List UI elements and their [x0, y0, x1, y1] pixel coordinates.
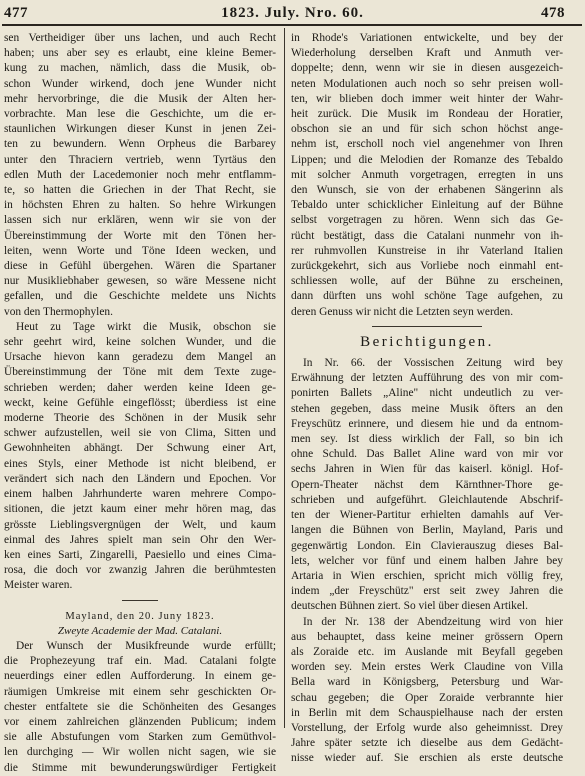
text-line: Übereinstimmung der Töne mit dem Texte zuge- — [4, 366, 276, 379]
text-line: len durchging — Wir wollen nicht sagen, wie sie — [4, 746, 276, 759]
text-line: Jahre später setzte ich dieselbe aus dem Gedächt- — [291, 737, 563, 750]
section-title: Berichtigungen. — [360, 333, 494, 350]
text-line: worden sey. Mein erstes Werk Claudine von Villa — [291, 661, 563, 674]
text-line: als Zoraide etc. im Auslande mit Beyfall gegeben — [291, 645, 563, 658]
paragraph-correction-zoraide — [291, 615, 563, 767]
text-line: einem halben Jahrhunderte waren mehrere Compo- — [4, 488, 276, 501]
text-line: schau gegeben; die Oper Zoraide verbrannte hier — [291, 691, 563, 704]
text-line: in höchsten Ehren zu halten. So hehre Wirkungen — [4, 199, 276, 212]
text-line: schon Wunder wirkend, doch jene Wunder nicht — [4, 77, 276, 90]
text-line: staunlichen Wirkungen dieser Kunst in jenen Zei- — [4, 123, 276, 136]
page-number-right: 478 — [541, 5, 565, 21]
text-line: sie alle Abstufungen vom Starken zum Gemüthvol- — [4, 731, 276, 744]
text-line: deutschen Bühnen ziert. So viel über diesen Artikel. — [291, 600, 528, 613]
text-line: men sey. Ist diess wirklich der Fall, so bin ich — [291, 433, 563, 446]
text-line: verändert sich nach den Ländern und Epochen. Vor — [4, 472, 276, 485]
text-line: ten zu bewundern. Wenn Orpheus die Barbarey — [4, 138, 276, 151]
page-number-left: 477 — [4, 5, 28, 21]
text-line: Meister waren. — [4, 579, 73, 592]
text-line: eines Styls, einer Methode ist nicht bleibend, er — [4, 457, 276, 470]
text-line: aus behauptet, dass keine meiner grössern Opern — [291, 630, 563, 643]
text-line: Ursache hievon kann geradezu dem Mangel an — [4, 351, 276, 364]
text-line: nur Musikliebhaber gewesen, so wäre Messene nicht — [4, 275, 276, 288]
text-line: indem „der Freyschütz" erst seit zwey Jahren die — [291, 585, 563, 598]
text-line: neuerdings einer edlen Aufforderung. In einem ge- — [4, 670, 276, 683]
text-line: rosa, die doch vor zwanzig Jahren die berühmtesten — [4, 564, 276, 577]
text-line: Der Wunsch der Musikfreunde wurde erfüllt; — [16, 639, 276, 652]
text-line: zurückgekehrt, sich aus Vorliebe noch einmahl ent- — [291, 260, 563, 273]
section-separator — [372, 326, 482, 327]
text-line: ponirten Ballets „Aline" nicht undeutlich zu ver- — [291, 387, 563, 400]
text-line: deren Genuss wir nicht die Letzten seyn werden. — [291, 305, 514, 318]
text-line: lassen sich nur erklären, wenn wir sie von der — [4, 214, 276, 227]
column-divider — [284, 28, 285, 728]
text-line: vorbrachte. Man lese die Geschichte, um die er- — [4, 108, 276, 121]
paragraph-correction-aline — [291, 356, 563, 614]
text-line: die Stimme mit bewunderungswürdiger Fertigkeit — [4, 761, 276, 774]
text-line: sen Vertheidiger über uns lachen, und auch Recht — [4, 32, 276, 44]
header-rule — [2, 24, 582, 26]
text-line: Bella ward in Königsberg, Petersburg und War- — [291, 676, 563, 689]
text-line: Erwähnung der letzten Aufführung des von mir com- — [291, 372, 563, 385]
text-line: weckt, keine Gefühle eingeflösst; überdiess ist eine — [4, 396, 276, 409]
text-line: stehen gegeben, dass meine Musik öfters an den — [291, 402, 563, 415]
text-line: mit solcher Anmuth vorgetragen, erregten in uns — [291, 168, 563, 181]
text-line: nisse wieder auf. Sie erschien als erste deutsche — [291, 752, 563, 765]
text-line: ten der Wiener-Partitur erhielten damahls auf Ver- — [291, 509, 563, 522]
text-line: haben; uns aber sey es erlaubt, eine kleine Bemer- — [4, 47, 276, 60]
right-column — [291, 31, 563, 767]
paragraph-opera-history — [4, 31, 276, 320]
text-line: ten, wir blieben doch immer weit hinter der Wahr- — [291, 92, 563, 105]
text-line: Wiederholung derselben Kraft und Anmuth ver- — [291, 47, 563, 60]
article-subheading: Zweyte Academie der Mad. Catalani. — [57, 624, 223, 637]
text-line: rücht bestätigt, dass die Catalani nunmehr von ih- — [291, 229, 563, 242]
text-line: schrieben und aufgeführt. Gleichlautende Abschrif- — [291, 493, 563, 506]
text-line: Opern-Theater nächst dem Kärnthner-Thore ge- — [291, 478, 563, 491]
left-column — [4, 31, 276, 776]
text-line: unter den Thraciern vertrieb, wenn Tyrtäus den — [4, 153, 276, 166]
text-line: einmal des Jahres spielt man sein Ohr den Wer- — [4, 533, 276, 546]
text-line: sitionen, die jetzt kaum einer mehr hören mag, das — [4, 503, 276, 516]
text-line: chester entfaltete sie die Schönheiten des Gesanges — [4, 700, 276, 713]
text-line: gegenwärtig London. Ein Clavierauszug dieses Bal- — [291, 539, 563, 552]
text-line: schliessen wolle, auf der Bühne zu erscheinen, — [291, 275, 563, 288]
text-line: vor einem zahlreichen glänzenden Publicum; indem — [4, 715, 276, 728]
text-line: neten Modulationen auch noch so sehr preisen woll- — [291, 77, 563, 90]
text-line: mehr hervorbringe, die die Musik der Alten her- — [4, 92, 276, 105]
text-line: rer ruhmvollen Kunstreise in ihr Vaterland Italien — [291, 244, 563, 257]
text-line: schrieben werden; daher werden keine Ideen ge- — [4, 381, 276, 394]
running-title: 1823. July. Nro. 60. — [221, 5, 364, 21]
text-line: dann dürften uns wohl schöne Tage aufgehen, zu — [291, 290, 563, 303]
text-line: nehm ist, erscholl noch viel angenehmer von Ihren — [291, 138, 563, 151]
text-line: schwer aufzustellen, weil sie von Clima, Sitten und — [4, 427, 276, 440]
text-line: Artaria in Wien erschien, spricht mich völlig frey, — [291, 569, 563, 582]
text-line: kung zu machen, nämlich, dass die Musik, ob- — [4, 62, 276, 75]
text-line: selbst vorgetragen zu hören. Wenn sich das Ge- — [291, 214, 563, 227]
paragraph-catalani-continued — [291, 31, 563, 320]
text-line: grösste Lieblingsvergnügen der Welt, und kaum — [4, 518, 276, 531]
text-line: In Nr. 66. der Vossischen Zeitung wird bey — [303, 357, 563, 370]
text-line: räumigen Umkreise mit einem sehr geschickten Or- — [4, 685, 276, 698]
page-header — [0, 0, 585, 30]
text-line: von den Thermophylen. — [4, 305, 113, 318]
text-line: sechs Jahren in Wien für das kaiserl. königl. Hof- — [291, 463, 563, 476]
text-line: In der Nr. 138 der Abendzeitung wird von hier — [303, 615, 563, 628]
text-line: Vorstellung, der Erfolg wurde also geheimnisst. Drey — [291, 721, 563, 734]
text-line: obschon sie an und für sich schon höchst ange- — [291, 123, 563, 136]
text-line: die Prophezeyung traf ein. Mad. Catalani folgte — [4, 655, 276, 668]
text-line: doppelte; denn, wenn wir sie in diesen ausgezeich- — [291, 62, 563, 75]
text-line: Freyschütz erinnere, und diesem hie und da entnom- — [291, 417, 563, 430]
section-separator — [122, 600, 158, 601]
text-line: Lippen; und die Melodien der Romanze des Tebaldo — [291, 153, 563, 166]
text-line: diese in Gefühl übergehen. Wären die Spartaner — [4, 260, 276, 273]
text-line: Gewohnheiten abhängt. Der Schwung einer Art, — [4, 442, 276, 455]
text-line: ohne Schuld. Das Ballet Aline ward von mir vor — [291, 448, 563, 461]
text-line: gefallen, und die Geschichte meldete uns Nichts — [4, 290, 276, 303]
text-line: sehr geehrt wird, keine solchen Wunder, und die — [4, 336, 276, 349]
paragraph-catalani — [4, 639, 276, 776]
text-line: den Wunsch, sie von der erhabenen Sängerinn als — [291, 184, 563, 197]
text-line: te, so hatten die Griechen in der That Recht, sie — [4, 184, 276, 197]
text-line: Tebaldo unter schicklicher Einleitung auf der Bühne — [291, 199, 563, 212]
text-line: moderne Theorie des Schönen in der Musik sehr — [4, 412, 276, 425]
text-line: in Rhode's Variationen entwickelte, und bey der — [291, 32, 563, 44]
paragraph-modern-music — [4, 320, 276, 594]
text-line: edlen Muth der Lacedemonier noch mehr entflamm- — [4, 168, 276, 181]
text-line: langen die Bühnen von Berlin, Mayland, Paris und — [291, 524, 563, 537]
text-line: heit zurück. Die Musik im Rondeau der Horatier, — [291, 108, 563, 121]
text-line: lets, welcher vor fünf und einem halben Jahre bey — [291, 554, 563, 567]
dateline: Mayland, den 20. Juny 1823. — [65, 610, 215, 622]
text-line: Übereinstimmung der Worte mit den Tönen her- — [4, 229, 276, 242]
text-line: ken eines Sarti, Zingarelli, Paesiello und eines Cima- — [4, 548, 276, 561]
text-line: Heut zu Tage wirkt die Musik, obschon sie — [16, 320, 276, 333]
text-line: leiten, wenn Worte und Töne Ideen wecken, und — [4, 244, 276, 257]
text-line: in Berlin mit dem Schauspielhause nach der ersten — [291, 706, 563, 719]
